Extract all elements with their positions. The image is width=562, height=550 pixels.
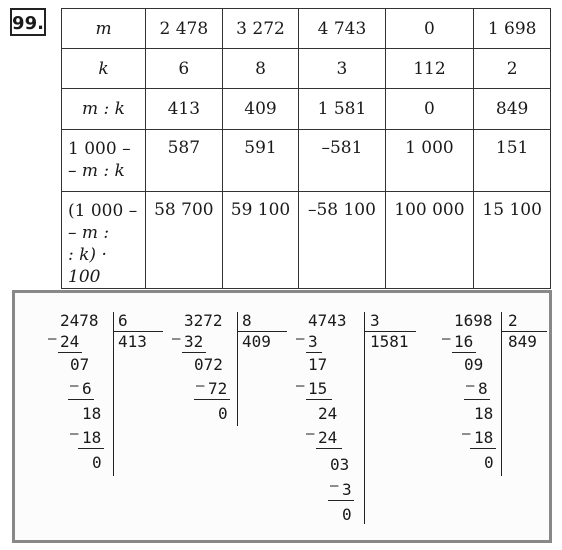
step: 18 (82, 404, 102, 423)
division-bar (113, 312, 114, 476)
step: 24 (60, 332, 80, 351)
table-cell: 413 (146, 89, 223, 130)
row-header-product (62, 192, 146, 289)
step: 07 (70, 355, 90, 374)
division-bar (364, 312, 365, 524)
task-number: 99. (10, 8, 46, 36)
divisor: 3 (370, 311, 380, 330)
table-cell: 59 100 (222, 192, 299, 289)
table-cell: 58 700 (146, 192, 223, 289)
quotient-bar (113, 331, 163, 332)
quotient-bar (501, 331, 547, 332)
table-cell: 2 (474, 49, 551, 89)
table-cell: 4 743 (299, 9, 385, 49)
dividend: 3272 (184, 311, 223, 330)
table-row (62, 130, 551, 192)
divisor: 8 (242, 311, 252, 330)
step-bar (78, 448, 104, 449)
row-header-k: k (62, 49, 146, 89)
step: 072 (194, 355, 223, 374)
step: 6 (82, 379, 92, 398)
step: 0 (218, 404, 228, 423)
step: 0 (342, 505, 352, 524)
step: 32 (184, 332, 204, 351)
division-bar (237, 312, 238, 426)
quotient: 849 (508, 332, 537, 351)
step: 8 (478, 379, 488, 398)
table-cell: 3 272 (222, 9, 299, 49)
dividend: 4743 (308, 311, 347, 330)
step: 24 (318, 428, 338, 447)
header-line: (1 000 – (68, 201, 138, 221)
table-cell: 849 (474, 89, 551, 130)
table-row (62, 9, 551, 49)
quotient: 1581 (370, 332, 409, 351)
step-bar (328, 500, 354, 501)
step-bar (316, 448, 342, 449)
step: 17 (308, 355, 328, 374)
step: 24 (318, 404, 338, 423)
table-cell: 3 (299, 49, 385, 89)
division-bar (501, 312, 502, 476)
table-cell: 0 (385, 89, 474, 130)
step: 0 (484, 453, 494, 472)
table-cell: 1 000 (385, 130, 474, 192)
table-cell: 151 (474, 130, 551, 192)
row-header-m: m (62, 9, 146, 49)
step: 18 (474, 404, 494, 423)
table-cell: 15 100 (474, 192, 551, 289)
step-bar (464, 399, 490, 400)
table-cell: 591 (222, 130, 299, 192)
table-cell: –581 (299, 130, 385, 192)
row-header-quotient: m : k (62, 89, 146, 130)
table-cell: 409 (222, 89, 299, 130)
step: 16 (454, 332, 474, 351)
step-bar (68, 399, 94, 400)
header-line: – m : k (68, 161, 125, 181)
step-bar (58, 352, 82, 353)
step-bar (452, 352, 476, 353)
step-bar (306, 399, 332, 400)
table-cell: 100 000 (385, 192, 474, 289)
quotient: 413 (118, 332, 147, 351)
header-line: : k) · 100 (68, 245, 107, 287)
header-line: – m : (68, 223, 110, 243)
step-bar (306, 352, 322, 353)
table-cell: –58 100 (299, 192, 385, 289)
row-header-difference (62, 130, 146, 192)
table-cell: 2 478 (146, 9, 223, 49)
step: 72 (208, 379, 228, 398)
quotient-bar (364, 331, 416, 332)
step-bar (470, 448, 496, 449)
dividend: 2478 (60, 311, 99, 330)
step-bar (194, 399, 230, 400)
table-row (62, 49, 551, 89)
step: 0 (92, 453, 102, 472)
table-cell: 6 (146, 49, 223, 89)
table-cell: 112 (385, 49, 474, 89)
values-table (61, 8, 551, 289)
table-cell: 8 (222, 49, 299, 89)
table-row (62, 192, 551, 289)
dividend: 1698 (454, 311, 493, 330)
step: 18 (474, 428, 494, 447)
table-cell: 1 581 (299, 89, 385, 130)
quotient-bar (237, 331, 287, 332)
divisor: 6 (118, 311, 128, 330)
step: 3 (342, 480, 352, 499)
step: 15 (308, 379, 328, 398)
step: 09 (464, 355, 484, 374)
table-row (62, 89, 551, 130)
step-bar (182, 352, 206, 353)
table-cell: 587 (146, 130, 223, 192)
quotient: 409 (242, 332, 271, 351)
header-line: 1 000 – (68, 139, 131, 159)
step: 03 (330, 455, 350, 474)
divisor: 2 (508, 311, 518, 330)
table-cell: 0 (385, 9, 474, 49)
step: 3 (308, 332, 318, 351)
step: 18 (82, 428, 102, 447)
table-cell: 1 698 (474, 9, 551, 49)
